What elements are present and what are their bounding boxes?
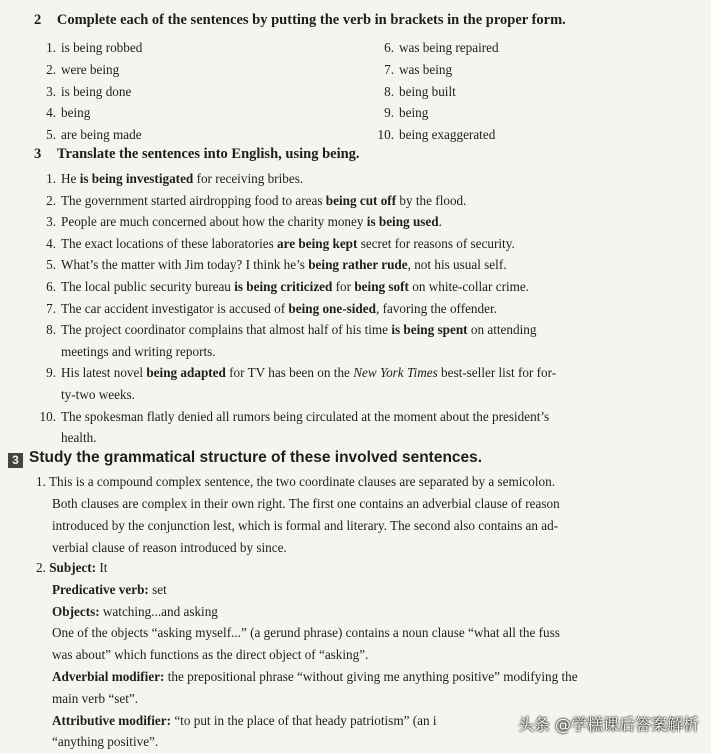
explanation-line: Both clauses are complex in their own right. The first one contains an adverbial clause of reason — [52, 496, 560, 511]
sentence-5: 5. What’s the matter with Jim today? I think he’s being rather rude, not his usual self. — [46, 257, 507, 273]
sentence-2: 2. The government started airdropping food to areas being cut off by the flood. — [46, 192, 467, 208]
subject-line: 2. Subject: It — [36, 560, 108, 575]
predicative-line: Predicative verb: set — [52, 581, 167, 597]
sentence-8: 8. The project coordinator complains that almost half of his time is being spent on attending — [46, 322, 537, 338]
sentence-7: 7. The car accident investigator is accused of being one-sided, favoring the offender. — [46, 300, 497, 316]
note-line: One of the objects “asking myself...” (a gerund phrase) contains a noun clause “what all the fuss — [52, 625, 560, 641]
answer-item: 9. being — [384, 105, 429, 121]
sentence-3: 3. People are much concerned about how the charity money is being used. — [46, 214, 442, 230]
answer-item: 1. is being robbed — [46, 40, 143, 55]
section-III-heading — [8, 449, 482, 468]
adverbial-line: Adverbial modifier: the prepositional phrase “without giving me anything positive” modifying the — [52, 668, 578, 684]
note-line: was about” which functions as the direct object of “asking”. — [52, 647, 369, 663]
translations — [34, 168, 556, 449]
answer-item: 2. were being — [46, 61, 120, 77]
sentence-4: 4. The exact locations of these laboratories are being kept secret for reasons of security. — [46, 235, 515, 251]
sentence-6: 6. The local public security bureau is being criticized for being soft on white-collar crime. — [46, 278, 530, 294]
answer-item: 8. being built — [384, 83, 456, 99]
sentence-1: 1. He is being investigated for receiving bribes. — [46, 171, 304, 186]
explanation-line: introduced by the conjunction lest, which is formal and literary. The second also contains an ad- — [52, 518, 559, 533]
answer-item: 6. was being repaired — [384, 40, 499, 55]
explanation-1 — [36, 471, 560, 559]
section-3-heading — [34, 146, 360, 163]
watermark-overlay: 头条 @学糕课后答案解析 — [517, 715, 699, 734]
attributive-continued: “anything positive”. — [52, 734, 159, 750]
section-III-title: Study the grammatical structure of these involved sentences. — [29, 449, 483, 466]
answer-item: 7. was being — [384, 61, 453, 77]
answers-left-column — [34, 37, 142, 146]
answer-item: 3. is being done — [46, 83, 132, 99]
sentence-9: 9. His latest novel being adapted for TV has been on the New York Times best-seller list for for- — [46, 365, 557, 381]
section-3-title: Translate the sentences into English, using being. — [56, 146, 360, 162]
answer-item: 5. are being made — [46, 127, 142, 143]
sentence-8-continued: meetings and writing reports. — [61, 343, 216, 359]
explanation-line: verbial clause of reason introduced by since. — [52, 540, 287, 555]
section-2-heading — [34, 12, 566, 29]
explanation-2 — [36, 557, 578, 753]
explanation-line: 1. This is a compound complex sentence, the two coordinate clauses are separated by a semicolon. — [36, 474, 556, 489]
adverbial-continued: main verb “set”. — [52, 690, 139, 706]
attributive-line: Attributive modifier: “to put in the place of that heady patriotism” (an i — [52, 712, 437, 728]
objects-line: Objects: watching...and asking — [52, 603, 218, 619]
answers-right-column — [372, 37, 499, 146]
section-2-number: 2 — [34, 12, 42, 28]
answer-item: 4. being — [46, 105, 91, 121]
sentence-10: 10. The spokesman flatly denied all rumors being circulated at the moment about the president’s — [39, 408, 550, 424]
section-number-box: 3 — [8, 453, 23, 468]
answer-item: 10. being exaggerated — [377, 127, 496, 143]
sentence-10-continued: health. — [61, 430, 97, 446]
section-2-title: Complete each of the sentences by putting the verb in brackets in the proper form. — [56, 12, 566, 28]
section-3-number: 3 — [34, 146, 42, 162]
sentence-9-continued: ty-two weeks. — [61, 386, 135, 402]
